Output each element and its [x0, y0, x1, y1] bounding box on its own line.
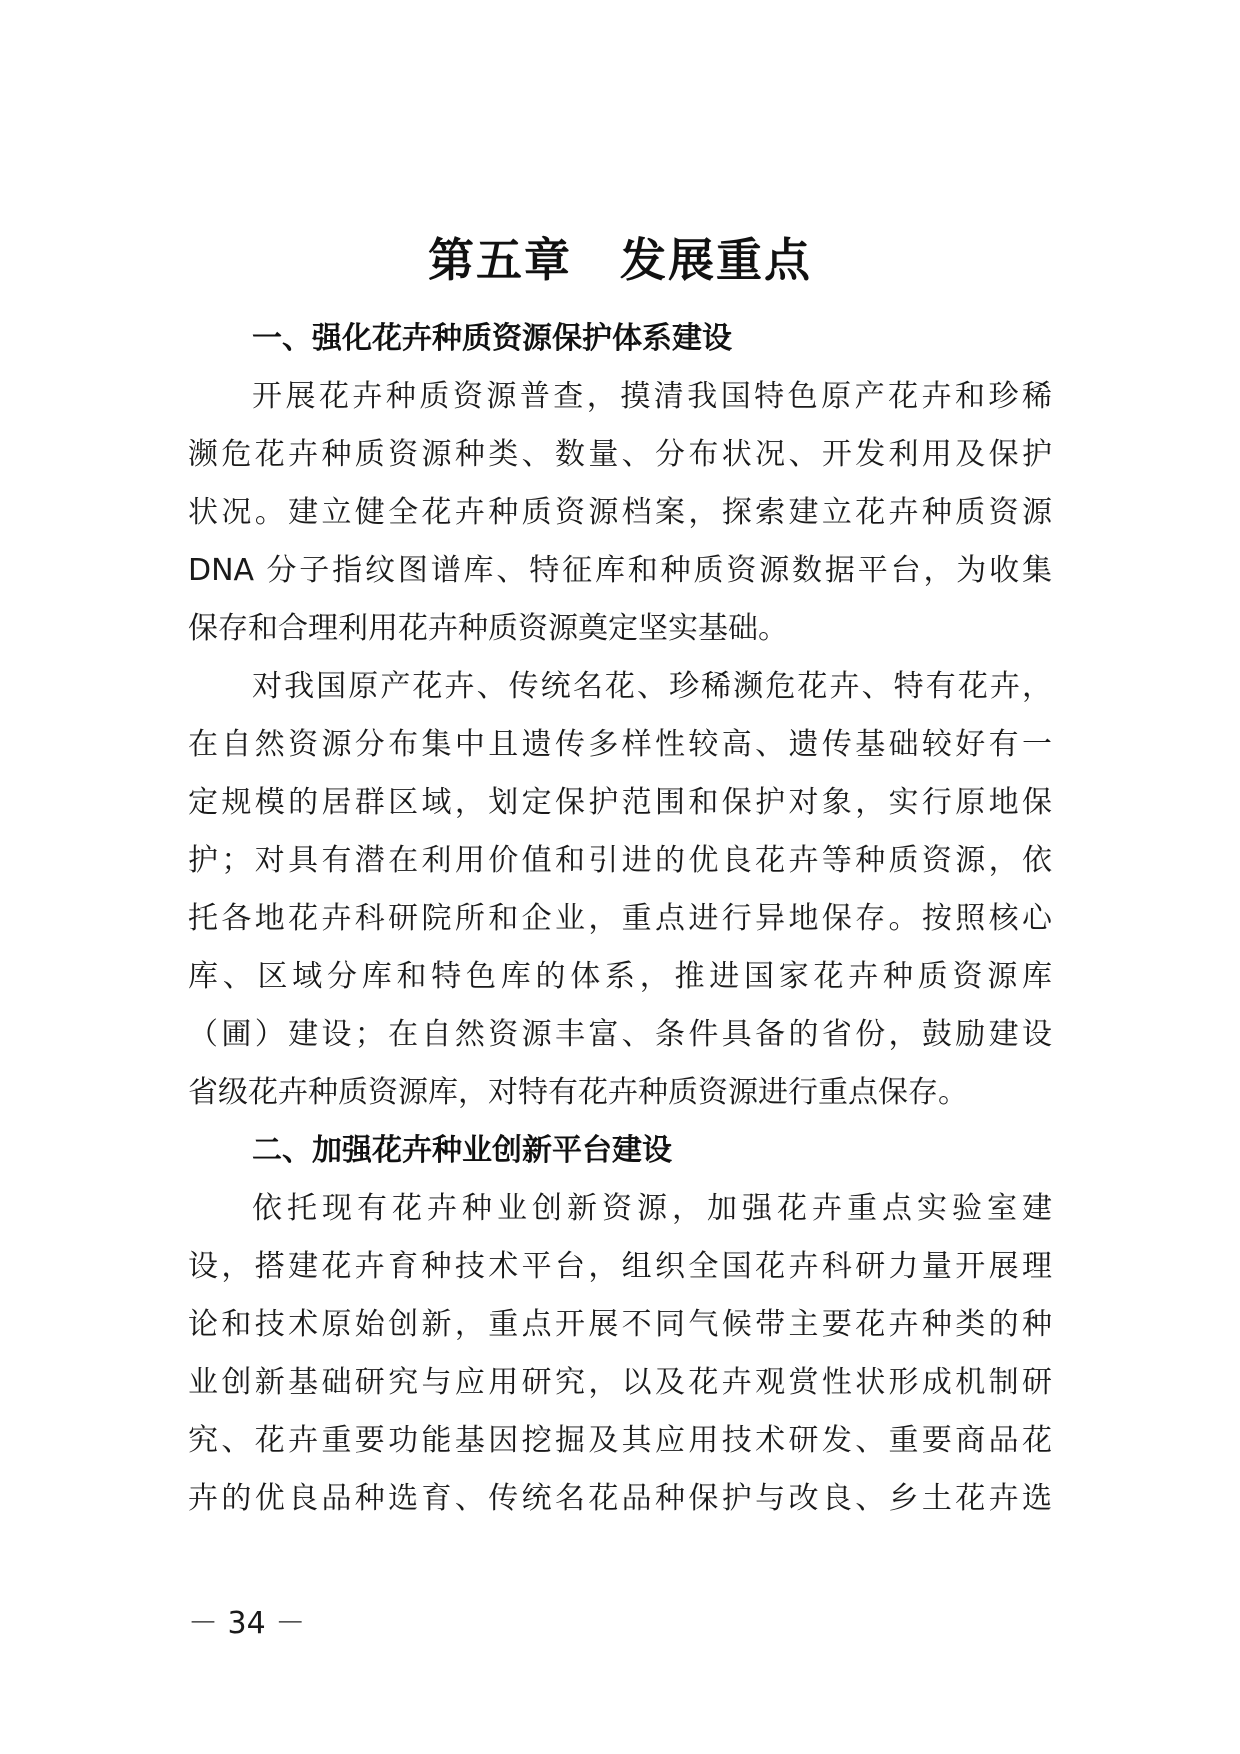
paragraph-line: 状况。建立健全花卉种质资源档案，探索建立花卉种质资源: [188, 495, 1052, 530]
paragraph-line: 定规模的居群区域，划定保护范围和保护对象，实行原地保: [188, 785, 1052, 820]
paragraph-line: 论和技术原始创新，重点开展不同气候带主要花卉种类的种: [188, 1307, 1052, 1342]
section-heading-2: 二、加强花卉种业创新平台建设: [252, 1133, 672, 1168]
paragraph-line: 在自然资源分布集中且遗传多样性较高、遗传基础较好有一: [188, 727, 1052, 762]
paragraph-line: 设，搭建花卉育种技术平台，组织全国花卉科研力量开展理: [188, 1249, 1052, 1284]
paragraph-1: [188, 368, 1052, 658]
paragraph-line: 濒危花卉种质资源种类、数量、分布状况、开发利用及保护: [188, 437, 1052, 472]
paragraph-line: 卉的优良品种选育、传统名花品种保护与改良、乡土花卉选: [188, 1481, 1052, 1516]
paragraph-line: 业创新基础研究与应用研究，以及花卉观赏性状形成机制研: [188, 1365, 1052, 1400]
section-heading-1: 一、强化花卉种质资源保护体系建设: [252, 321, 732, 356]
paragraph-line: 库、区域分库和特色库的体系，推进国家花卉种质资源库: [188, 959, 1052, 994]
paragraph-line: （圃）建设；在自然资源丰富、条件具备的省份，鼓励建设: [188, 1017, 1052, 1052]
paragraph-line: 对我国原产花卉、传统名花、珍稀濒危花卉、特有花卉，: [252, 669, 1052, 704]
paragraph-line: 开展花卉种质资源普查，摸清我国特色原产花卉和珍稀: [252, 379, 1052, 414]
chapter-title: 第五章 发展重点: [428, 233, 812, 287]
paragraph-3: [188, 1180, 1052, 1528]
paragraph-line: DNA 分子指纹图谱库、特征库和种质资源数据平台，为收集: [188, 553, 1052, 588]
paragraph-line: 托各地花卉科研院所和企业，重点进行异地保存。按照核心: [188, 901, 1052, 936]
page-number: － 34 －: [188, 1606, 306, 1641]
paragraph-2: [188, 658, 1052, 1122]
body-text: [188, 310, 1052, 1528]
paragraph-line: 依托现有花卉种业创新资源，加强花卉重点实验室建: [252, 1191, 1052, 1226]
paragraph-line: 究、花卉重要功能基因挖掘及其应用技术研发、重要商品花: [188, 1423, 1052, 1458]
paragraph-line: 护；对具有潜在利用价值和引进的优良花卉等种质资源，依: [188, 843, 1052, 878]
paragraph-line: 保存和合理利用花卉种质资源奠定坚实基础。: [188, 611, 788, 646]
paragraph-line: 省级花卉种质资源库，对特有花卉种质资源进行重点保存。: [188, 1075, 968, 1110]
